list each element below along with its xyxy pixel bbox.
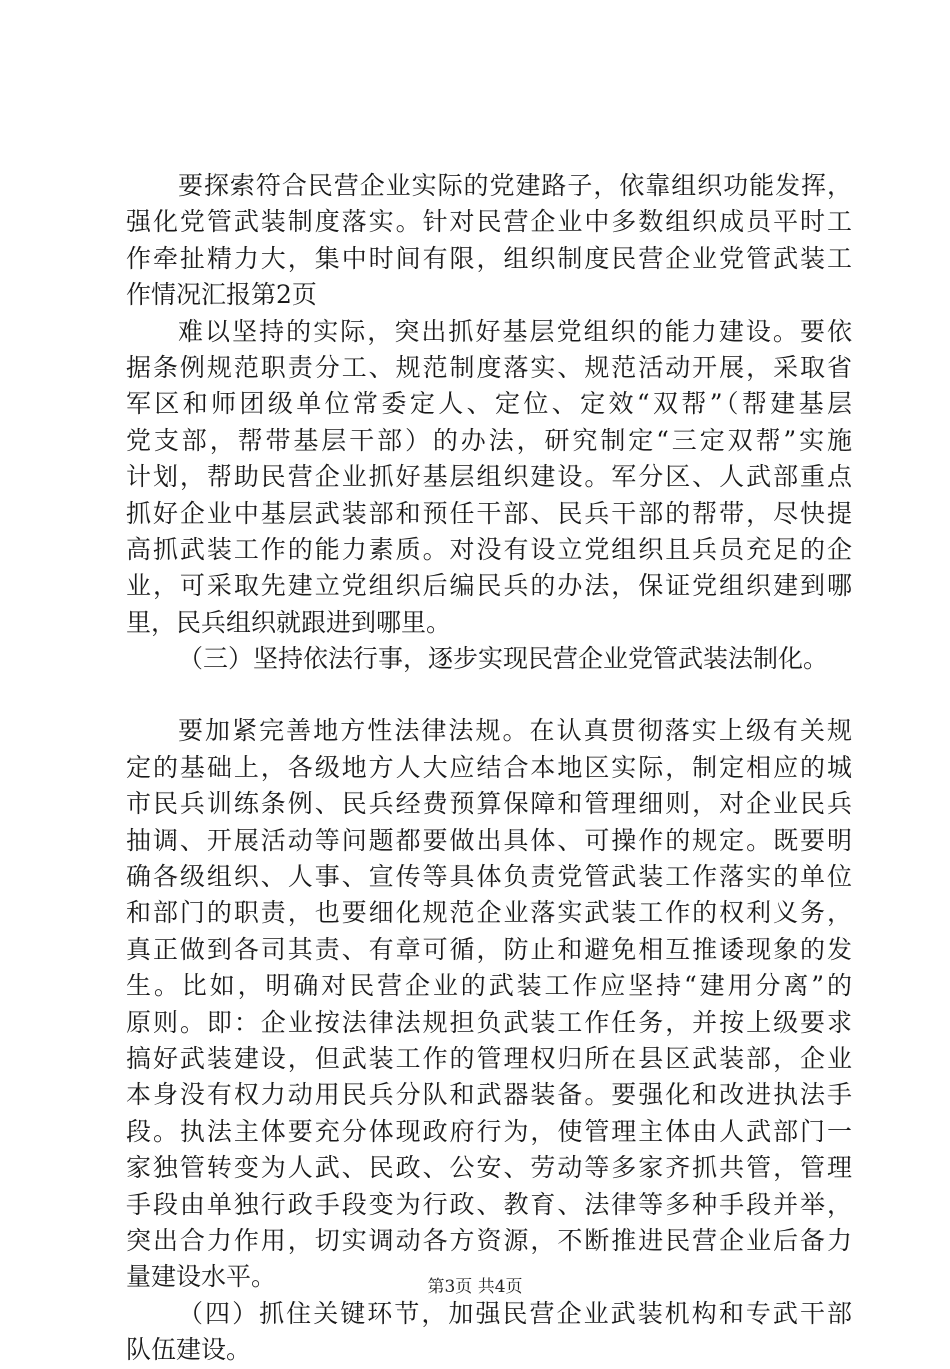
text-line: 据条例规范职责分工、规范制度落实、规范活动开展，采取省 (126, 352, 852, 382)
text-line: 军区和师团级单位常委定人、定位、定效“双帮”（帮建基层 (126, 389, 852, 419)
text-line: 段。执法主体要充分体现政府行为，使管理主体由人武部门一 (126, 1116, 852, 1146)
text-line: 队伍建设。 (126, 1335, 252, 1365)
text-line: 计划，帮助民营企业抓好基层组织建设。军分区、人武部重点 (126, 462, 852, 492)
text-line: 本身没有权力动用民兵分队和武器装备。要强化和改进执法手 (126, 1080, 852, 1110)
paragraph (126, 314, 852, 642)
text-line: 难以坚持的实际，突出抓好基层党组织的能力建设。要依 (178, 316, 852, 346)
text-line: （三）坚持依法行事，逐步实现民营企业党管武装法制化。 (178, 644, 829, 674)
text-line: 作牵扯精力大，集中时间有限，组织制度民营企业党管武装工 (126, 243, 852, 273)
text-line: 强化党管武装制度落实。针对民营企业中多数组织成员平时工 (126, 207, 852, 237)
text-line: 家独管转变为人武、民政、公安、劳动等多家齐抓共管，管理 (126, 1153, 852, 1183)
text-line: 要探索符合民营企业实际的党建路子，依靠组织功能发挥， (178, 171, 852, 200)
text-line: 党支部，帮带基层干部）的办法，研究制定“三定双帮”实施 (126, 425, 852, 455)
text-line: 突出合力作用，切实调动各方资源，不断推进民营企业后备力 (126, 1225, 852, 1255)
text-line: 高抓武装工作的能力素质。对没有设立党组织且兵员充足的企 (126, 534, 852, 564)
text-line: 市民兵训练条例、民兵经费预算保障和管理细则，对企业民兵 (126, 789, 852, 819)
text-line: （四）抓住关键环节，加强民营企业武装机构和专武干部 (178, 1298, 852, 1328)
text-line: 里，民兵组织就跟进到哪里。 (126, 607, 452, 637)
text-line: 定的基础上，各级地方人大应结合本地区实际，制定相应的城 (126, 752, 852, 782)
text-line: 原则。即：企业按法律法规担负武装工作任务，并按上级要求 (126, 1007, 852, 1037)
paragraph-spacer (126, 677, 852, 713)
text-line: 手段由单独行政手段变为行政、教育、法律等多种手段并举， (126, 1189, 852, 1219)
document-body (126, 168, 852, 1369)
text-line: 确各级组织、人事、宣传等具体负责党管武装工作落实的单位 (126, 862, 852, 892)
section-heading (126, 641, 852, 677)
text-line: 量建设水平。 (126, 1262, 277, 1292)
text-line: 抽调、开展活动等问题都要做出具体、可操作的规定。既要明 (126, 825, 852, 855)
paragraph (126, 713, 852, 1295)
text-line: 作情况汇报第2页 (126, 280, 317, 310)
text-line: 抓好企业中基层武装部和预任干部、民兵干部的帮带，尽快提 (126, 498, 852, 528)
text-line: 生。比如，明确对民营企业的武装工作应坚持“建用分离”的 (126, 971, 852, 1001)
page-number-footer: 第3页 共4页 (427, 1277, 523, 1297)
text-line: 搞好武装建设，但武装工作的管理权归所在县区武装部，企业 (126, 1043, 852, 1073)
text-line: 业，可采取先建立党组织后编民兵的办法，保证党组织建到哪 (126, 571, 852, 601)
text-line: 和部门的职责，也要细化规范企业落实武装工作的权利义务， (126, 898, 852, 928)
paragraph (126, 168, 852, 314)
text-line: 真正做到各司其责、有章可循，防止和避免相互推诿现象的发 (126, 934, 852, 964)
text-line: 要加紧完善地方性法律法规。在认真贯彻落实上级有关规 (178, 716, 852, 746)
section-heading (126, 1296, 852, 1369)
